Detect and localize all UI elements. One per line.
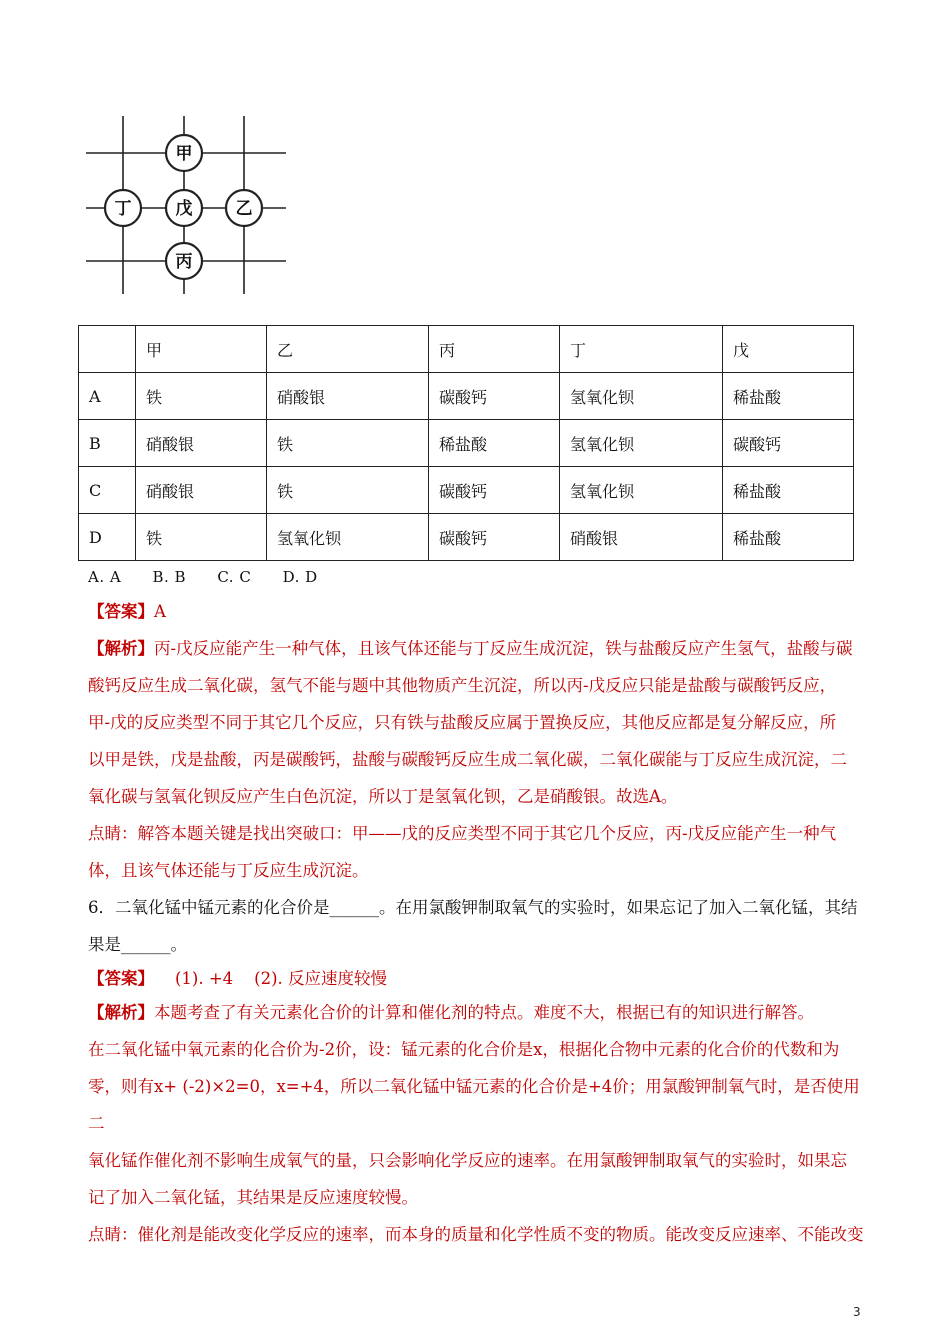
reaction-grid-diagram: [86, 116, 290, 296]
table-cell: C: [79, 467, 136, 514]
table-cell: [79, 326, 136, 373]
table-cell: 碳酸钙: [429, 467, 560, 514]
table-cell: A: [79, 373, 136, 420]
table-row: [79, 467, 854, 514]
table-cell: 碳酸钙: [429, 373, 560, 420]
tip-line: 点睛：解答本题关键是找出突破口：甲——戊的反应类型不同于其它几个反应，丙-戊反应能产生一种气: [88, 824, 837, 843]
choice-d: D. D: [282, 568, 318, 586]
table-header-row: [79, 326, 854, 373]
choice-b: B. B: [152, 568, 187, 586]
table-cell: B: [79, 420, 136, 467]
analysis-line: 氧化碳与氢氧化钡反应产生白色沉淀，所以丁是氢氧化钡，乙是硝酸银。故选A。: [88, 787, 678, 806]
table-cell: D: [79, 514, 136, 561]
q6-analysis: [88, 994, 868, 1253]
table-cell: 稀盐酸: [429, 420, 560, 467]
answer-choices: [88, 568, 344, 586]
table-cell: 铁: [267, 420, 429, 467]
page-number: 3: [853, 1305, 861, 1319]
node-wu: 戊: [175, 199, 193, 219]
tip-line: 体，且该气体还能与丁反应生成沉淀。: [88, 861, 369, 880]
analysis-line: 甲-戊的反应类型不同于其它几个反应，只有铁与盐酸反应属于置换反应，其他反应都是复分解反应，所: [88, 713, 837, 732]
analysis-line: 以甲是铁，戊是盐酸，丙是碳酸钙，盐酸与碳酸钙反应生成二氧化碳，二氧化碳能与丁反应生成沉淀，二: [88, 750, 847, 769]
table-cell: 乙: [267, 326, 429, 373]
analysis-line: 丙-戊反应能产生一种气体，且该气体还能与丁反应生成沉淀，铁与盐酸反应产生氢气，盐酸与碳: [154, 639, 853, 658]
node-ding: 丁: [114, 199, 132, 219]
analysis-line: 记了加入二氧化锰，其结果是反应速度较慢。: [88, 1188, 418, 1207]
table-cell: 铁: [267, 467, 429, 514]
table-cell: 硝酸银: [267, 373, 429, 420]
node-jia: 甲: [175, 144, 193, 164]
table-cell: 铁: [136, 373, 267, 420]
table-cell: 硝酸银: [560, 514, 723, 561]
table-cell: 丁: [560, 326, 723, 373]
answer-tag: 【答案】: [88, 602, 154, 621]
q6-question: [88, 889, 868, 963]
answer-value: A: [154, 602, 166, 621]
node-yi: 乙: [235, 199, 253, 219]
table-row: [79, 514, 854, 561]
table-cell: 氢氧化钡: [560, 373, 723, 420]
choice-a: A. A: [88, 568, 122, 586]
table-row: [79, 420, 854, 467]
table-row: [79, 373, 854, 420]
table-cell: 铁: [136, 514, 267, 561]
answer-tag: 【答案】: [88, 969, 154, 988]
table-cell: 碳酸钙: [723, 420, 854, 467]
table-cell: 丙: [429, 326, 560, 373]
table-cell: 稀盐酸: [723, 467, 854, 514]
analysis-line: 零，则有x+ (-2)×2=0，x=+4，所以二氧化锰中锰元素的化合价是+4价；用氯酸钾制氧气时，是否使用二: [88, 1077, 860, 1133]
table-cell: 稀盐酸: [723, 373, 854, 420]
table-cell: 硝酸银: [136, 467, 267, 514]
analysis-tag: 【解析】: [88, 639, 154, 658]
analysis-line: 在二氧化锰中氧元素的化合价为-2价，设：锰元素的化合价是x，根据化合物中元素的化合价的代数和为: [88, 1040, 840, 1059]
analysis-line: 氧化锰作催化剂不影响生成氧气的量，只会影响化学反应的速率。在用氯酸钾制取氧气的实验时，如果忘: [88, 1151, 847, 1170]
choice-c: C. C: [217, 568, 252, 586]
table-cell: 甲: [136, 326, 267, 373]
q5-analysis: [88, 630, 868, 889]
analysis-tag: 【解析】: [88, 1003, 154, 1022]
table-cell: 碳酸钙: [429, 514, 560, 561]
tip-line: 点睛：催化剂是能改变化学反应的速率，而本身的质量和化学性质不变的物质。能改变反应速率、不能改变: [88, 1225, 864, 1244]
table-cell: 稀盐酸: [723, 514, 854, 561]
question-line: 果是______。: [88, 935, 187, 954]
q5-answer: [88, 598, 166, 622]
table-cell: 氢氧化钡: [560, 467, 723, 514]
node-bing: 丙: [175, 252, 193, 272]
table-cell: 硝酸银: [136, 420, 267, 467]
table-cell: 氢氧化钡: [560, 420, 723, 467]
question-line: 6．二氧化锰中锰元素的化合价是______。在用氯酸钾制取氧气的实验时，如果忘记了加入二氧化锰，其结: [88, 898, 858, 917]
q6-answer: [88, 965, 387, 989]
answer-value: (1). +4 (2). 反应速度较慢: [174, 969, 388, 988]
table-cell: 戊: [723, 326, 854, 373]
table-cell: 氢氧化钡: [267, 514, 429, 561]
options-table: [78, 325, 854, 561]
analysis-line: 酸钙反应生成二氧化碳，氢气不能与题中其他物质产生沉淀，所以丙-戊反应只能是盐酸与碳酸钙反应，: [88, 676, 837, 695]
analysis-line: 本题考查了有关元素化合价的计算和催化剂的特点。难度不大，根据已有的知识进行解答。: [154, 1003, 814, 1022]
